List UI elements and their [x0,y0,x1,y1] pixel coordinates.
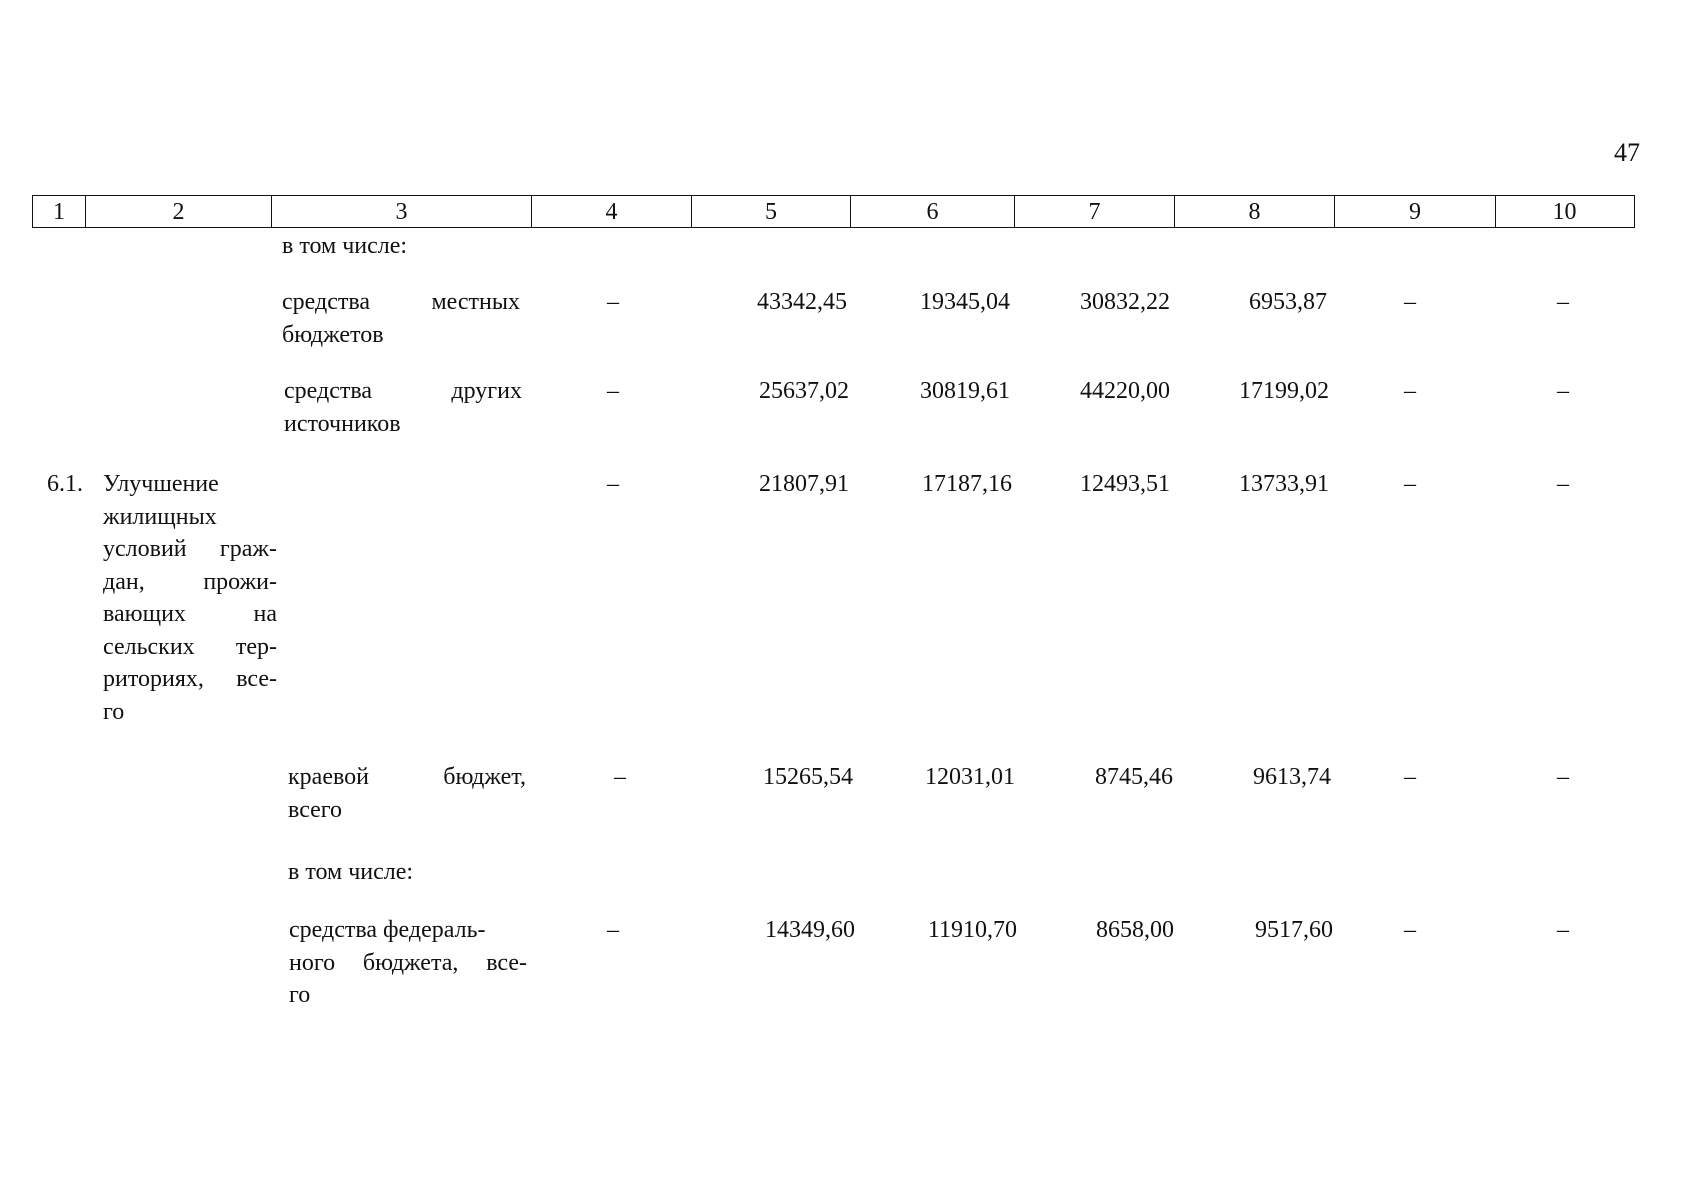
row-label-including: в том числе: [282,233,408,259]
cell-col8: 17199,02 [1239,378,1329,404]
cell-col4: – [614,764,626,790]
cell-col9: – [1404,289,1416,315]
cell-col5: 25637,02 [759,378,849,404]
cell-col10: – [1557,471,1569,497]
header-col-2: 2 [85,196,271,227]
row-number: 6.1. [47,471,83,497]
cell-col5: 21807,91 [759,471,849,497]
cell-col6: 11910,70 [927,917,1017,943]
cell-col4: – [607,471,619,497]
header-col-9: 9 [1334,196,1495,227]
cell-col5: 14349,60 [765,917,855,943]
cell-col9: – [1404,764,1416,790]
page-number: 47 [1614,138,1640,167]
row-label-local-budgets: средства местных бюджетов [282,289,520,348]
cell-col7: 8658,00 [1096,917,1174,943]
cell-col5: 15265,54 [763,764,853,790]
cell-col8: 9613,74 [1253,764,1331,790]
header-col-1: 1 [53,199,65,225]
cell-col6: 30819,61 [920,378,1010,404]
header-col-5: 5 [691,196,850,227]
cell-col5: 43342,45 [757,289,847,315]
row-name-housing-improvement: Улучшение жилищных условий граж- дан, прожи- вающих на сельских тер- риториях, все- го [103,471,277,725]
cell-col10: – [1557,917,1569,943]
row-label-federal-budget: средства федераль- ного бюджета, все- го [289,917,527,1008]
cell-col4: – [607,378,619,404]
row-label-including: в том числе: [288,859,414,885]
header-col-10: 10 [1495,196,1633,227]
header-col-6: 6 [850,196,1014,227]
cell-col7: 30832,22 [1080,289,1170,315]
cell-col8: 13733,91 [1239,471,1329,497]
header-col-7: 7 [1014,196,1174,227]
row-label-other-sources: средства других источников [284,378,522,437]
cell-col9: – [1404,917,1416,943]
header-col-3: 3 [271,196,531,227]
cell-col9: – [1404,471,1416,497]
cell-col6: 12031,01 [925,764,1015,790]
cell-col6: 17187,16 [922,471,1012,497]
cell-col7: 12493,51 [1080,471,1170,497]
cell-col8: 6953,87 [1249,289,1327,315]
cell-col9: – [1404,378,1416,404]
row-label-regional-budget: краевой бюджет, всего [288,764,526,823]
cell-col7: 8745,46 [1095,764,1173,790]
cell-col10: – [1557,764,1569,790]
cell-col10: – [1557,289,1569,315]
cell-col7: 44220,00 [1080,378,1170,404]
cell-col6: 19345,04 [920,289,1010,315]
header-col-8: 8 [1174,196,1334,227]
cell-col10: – [1557,378,1569,404]
cell-col8: 9517,60 [1255,917,1333,943]
column-number-header [32,195,1635,228]
header-col-4: 4 [531,196,691,227]
cell-col4: – [607,917,619,943]
cell-col4: – [607,289,619,315]
